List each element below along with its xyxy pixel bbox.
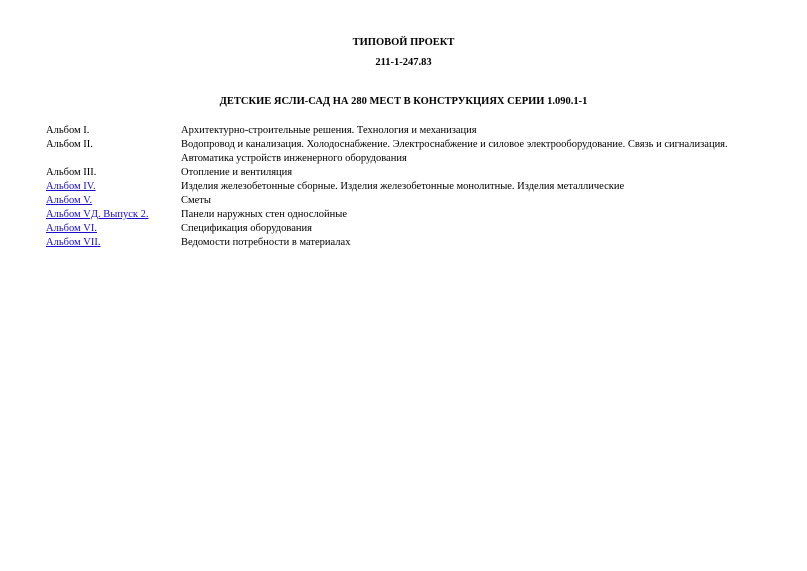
album-row-7	[46, 222, 776, 236]
album-name: Альбом II.	[46, 139, 93, 150]
album-name: Альбом I.	[46, 125, 90, 136]
album-list	[46, 124, 776, 250]
album-name: Альбом III.	[46, 167, 97, 178]
album-link[interactable]: Альбом VД. Выпуск 2.	[46, 209, 149, 220]
album-row-6	[46, 208, 776, 222]
album-row-3	[46, 166, 776, 180]
album-row-4	[46, 180, 776, 194]
album-description: Водопровод и канализация. Холодоснабжение. Электроснабжение и силовое электрооборудование. Связь и сигнализация. Автоматика устройств инженерного оборудования	[181, 139, 728, 164]
album-description: Отопление и вентиляция	[181, 167, 293, 178]
album-row-8	[46, 236, 776, 250]
album-description: Сметы	[181, 195, 211, 206]
album-description: Изделия железобетонные сборные. Изделия железобетонные монолитные. Изделия металлические	[181, 181, 625, 192]
album-description: Архитектурно-строительные решения. Технология и механизация	[181, 125, 477, 136]
album-description: Спецификация оборудования	[181, 223, 312, 234]
album-description: Ведомости потребности в материалах	[181, 237, 351, 248]
album-link[interactable]: Альбом VI.	[46, 223, 97, 234]
album-description: Панели наружных стен однослойные	[181, 209, 347, 220]
project-subtitle: ДЕТСКИЕ ЯСЛИ-САД НА 280 МЕСТ В КОНСТРУКЦИЯХ СЕРИИ 1.090.1-1	[219, 96, 588, 107]
album-row-1	[46, 124, 776, 138]
album-link[interactable]: Альбом V.	[46, 195, 93, 206]
album-row-5	[46, 194, 776, 208]
album-link[interactable]: Альбом IV.	[46, 181, 96, 192]
album-row-2	[46, 138, 776, 166]
project-code: 211-1-247.83	[375, 57, 432, 68]
album-link[interactable]: Альбом VII.	[46, 237, 101, 248]
document-title: ТИПОВОЙ ПРОЕКТ	[352, 37, 455, 48]
